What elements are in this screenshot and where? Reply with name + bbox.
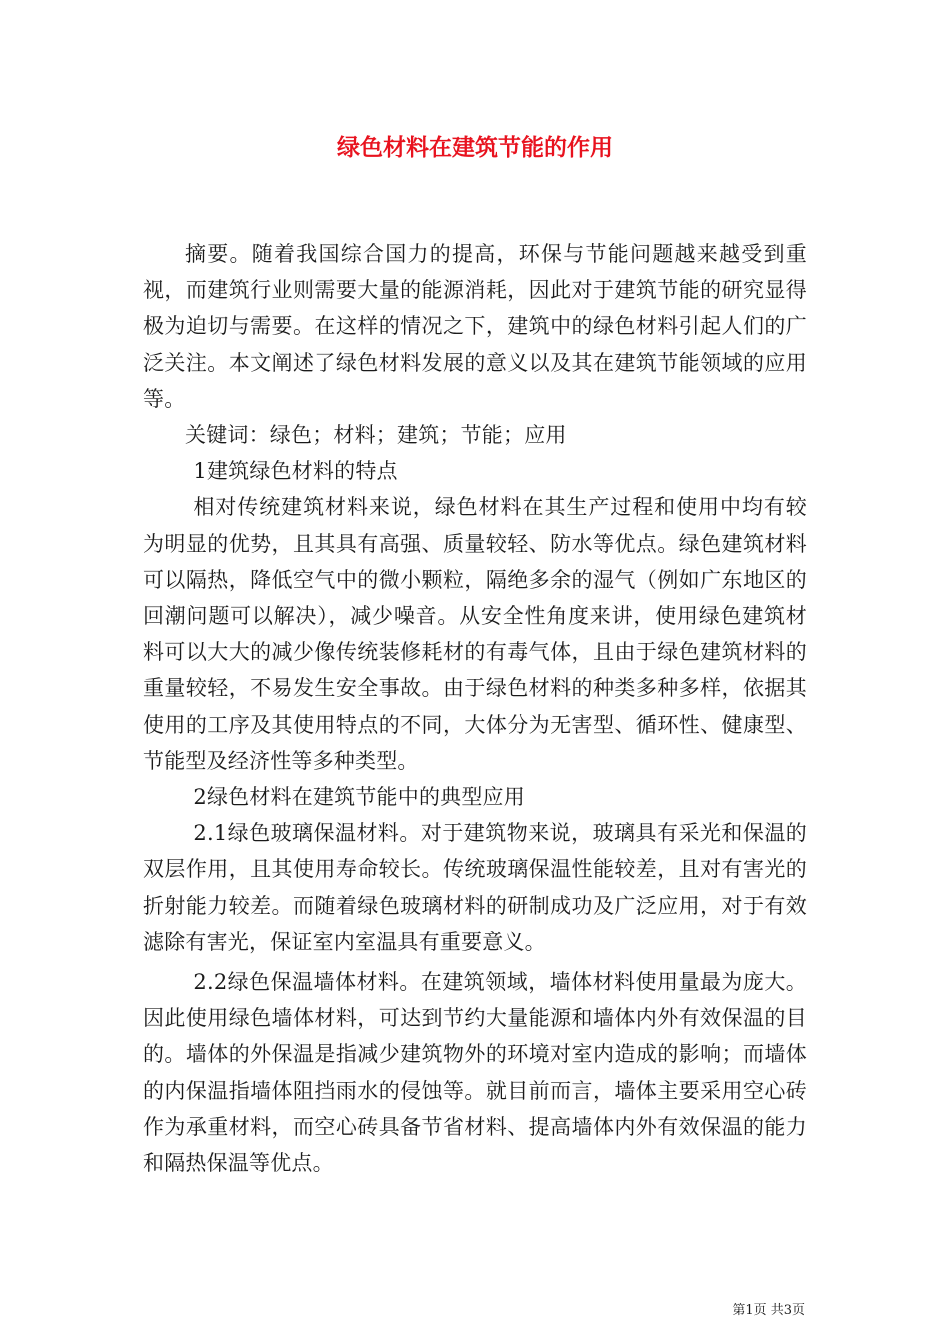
section-2-heading: 2绿色材料在建筑节能中的典型应用: [193, 785, 525, 810]
section-2-2-paragraph: 2.2绿色保温墙体材料。在建筑领域，墙体材料使用量最为庞大。因此使用绿色墙体材料，可达到节约大量能源和墙体内外有效保温的目的。墙体的外保温是指减少建筑物外的环境对室内造成的影响；而墙体的内保温指墙体阻挡雨水的侵蚀等。就目前而言，墙体主要采用空心砖作为承重材料，而空心砖具备节省材料、提高墙体内外有效保温的能力和隔热保温等优点。: [143, 970, 807, 1176]
page-number: 第1页 共3页: [732, 1303, 805, 1318]
section-1-body: 相对传统建筑材料来说，绿色材料在其生产过程和使用中均有较为明显的优势，且其具有高强、质量较轻、防水等优点。绿色建筑材料可以隔热，降低空气中的微小颗粒，隔绝多余的湿气（例如广东地区的回潮问题可以解决），减少噪音。从安全性角度来讲，使用绿色建筑材料可以大大的减少像传统装修耗材的有毒气体，且由于绿色建筑材料的重量较轻，不易发生安全事故。由于绿色材料的种类多种多样，依据其使用的工序及其使用特点的不同，大体分为无害型、循环性、健康型、节能型及经济性等多种类型。: [143, 495, 807, 773]
abstract-paragraph: 摘要。随着我国综合国力的提高，环保与节能问题越来越受到重视，而建筑行业则需要大量的能源消耗，因此对于建筑节能的研究显得极为迫切与需要。在这样的情况之下，建筑中的绿色材料引起人们的广泛关注。本文阐述了绿色材料发展的意义以及其在建筑节能领域的应用等。: [143, 242, 807, 411]
keywords-line: 关键词：绿色；材料；建筑；节能；应用: [185, 423, 567, 448]
section-1-heading: 1建筑绿色材料的特点: [193, 459, 398, 484]
section-2-1-paragraph: 2.1绿色玻璃保温材料。对于建筑物来说，玻璃具有采光和保温的双层作用，且其使用寿命较长。传统玻璃保温性能较差，且对有害光的折射能力较差。而随着绿色玻璃材料的研制成功及广泛应用，对于有效滤除有害光，保证室内室温具有重要意义。: [143, 821, 807, 954]
page-title: 绿色材料在建筑节能的作用: [337, 135, 613, 161]
document-body: [143, 236, 807, 1181]
